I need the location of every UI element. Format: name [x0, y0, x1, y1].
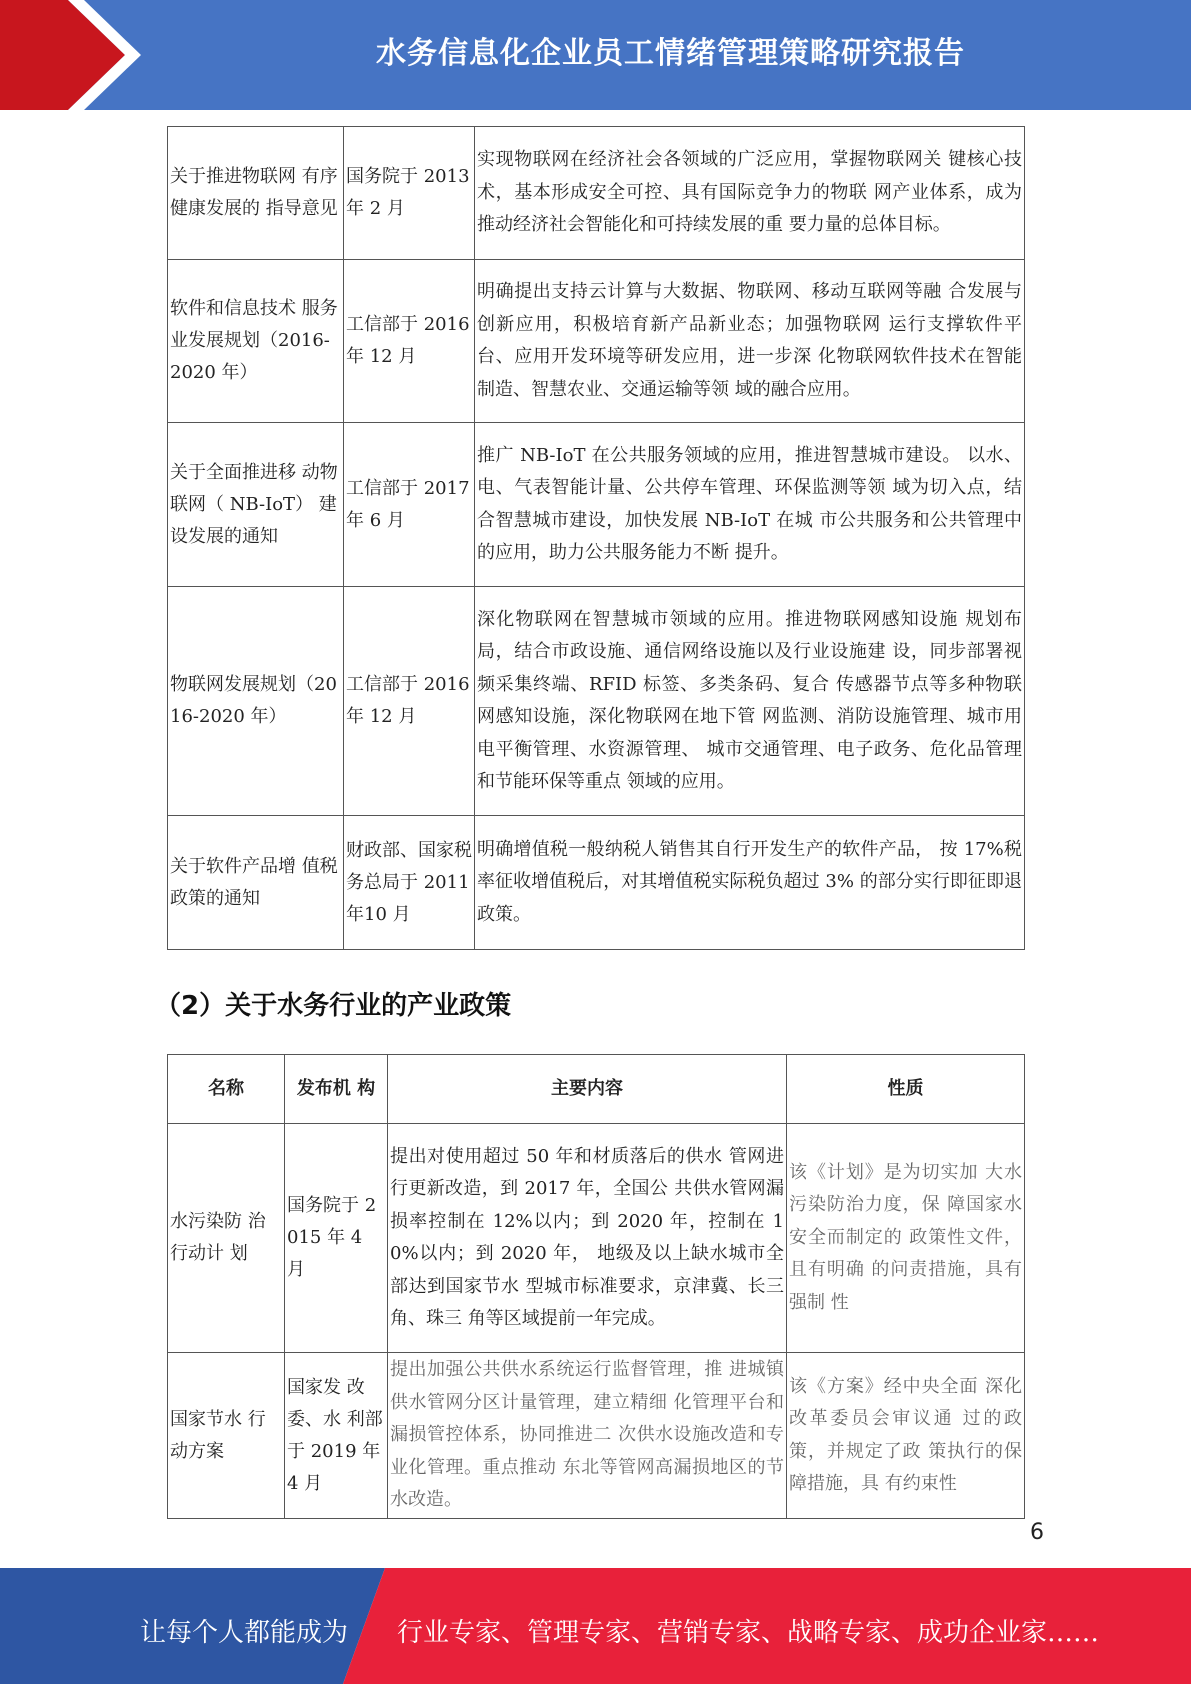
- policy-nature-cell: 该《计划》是为切实加 大水污染防治力度，保 障国家水安全而制定的 政策性文件，且有明确 的问责措施，具有强制 性: [787, 1124, 1025, 1353]
- policy-content-cell: 明确增值税一般纳税人销售其自行开发生产的软件产品， 按 17%税率征收增值税后，对其增值税实际税负超过 3% 的部分实行即征即退政策。: [475, 816, 1025, 950]
- footer-slogan-left: 让每个人都能成为: [140, 1618, 349, 1648]
- column-header-name: 名称: [168, 1055, 285, 1124]
- policy-issuer-cell: 财政部、国家税务总局于 2011 年10 月: [344, 816, 475, 950]
- policy-name-cell: 关于软件产品增 值税政策的通知: [168, 816, 344, 950]
- table-row: [168, 1124, 1025, 1353]
- policy-name-cell: 关于全面推进移 动物联网（ NB-IoT） 建 设发展的通知: [168, 423, 344, 587]
- table-header-row: [168, 1055, 1025, 1124]
- policy-issuer-cell: 工信部于 2016 年 12 月: [344, 260, 475, 423]
- table-row: [168, 127, 1025, 260]
- policy-issuer-cell: 工信部于 2017 年 6 月: [344, 423, 475, 587]
- column-header-nature: 性质: [787, 1055, 1025, 1124]
- policy-table-iot: [167, 126, 1025, 950]
- policy-content-cell: 明确提出支持云计算与大数据、物联网、移动互联网等融 合发展与创新应用，积极培育新产品新业态；加强物联网 运行支撑软件平台、应用开发环境等研发应用，进一步深 化物联网软件技术在智能制造、智慧农业、交通运输等领 域的融合应用。: [475, 260, 1025, 423]
- policy-content-cell: 深化物联网在智慧城市领域的应用。推进物联网感知设施 规划布局，结合市政设施、通信网络设施以及行业设施建 设，同步部署视频采集终端、RFID 标签、多类条码、复合 传感器节点等多种物联网感知设施，深化物联网在地下管 网监测、消防设施管理、城市用电平衡管理、水资源管理、 城市交通管理、电子政务、危化品管理和节能环保等重点 领域的应用。: [475, 587, 1025, 816]
- policy-issuer-cell: 国务院于 2013 年 2 月: [344, 127, 475, 260]
- policy-name-cell: 软件和信息技术 服务业发展规划（2016-2020 年）: [168, 260, 344, 423]
- policy-content-cell: 实现物联网在经济社会各领域的广泛应用，掌握物联网关 键核心技术，基本形成安全可控、具有国际竞争力的物联 网产业体系，成为推动经济社会智能化和可持续发展的重 要力量的总体目标。: [475, 127, 1025, 260]
- table-row: [168, 816, 1025, 950]
- policy-name-cell: 国家节水 行动方案: [168, 1353, 285, 1519]
- table-row: [168, 1353, 1025, 1519]
- policy-issuer-cell: 国家发 改委、水 利部于 2019 年 4 月: [285, 1353, 388, 1519]
- policy-name-cell: 物联网发展规划（2016-2020 年）: [168, 587, 344, 816]
- policy-name-cell: 关于推进物联网 有序健康发展的 指导意见: [168, 127, 344, 260]
- footer-slogan-right: 行业专家、管理专家、营销专家、战略专家、成功企业家……: [397, 1618, 1100, 1648]
- header-arrow-decoration: [0, 0, 150, 110]
- table-row: [168, 423, 1025, 587]
- policy-content-cell: 推广 NB-IoT 在公共服务领域的应用，推进智慧城市建设。 以水、电、气表智能计量、公共停车管理、环保监测等领 域为切入点，结合智慧城市建设，加快发展 NB-IoT 在城 市公共服务和公共管理中的应用，助力公共服务能力不断 提升。: [475, 423, 1025, 587]
- table-row: [168, 587, 1025, 816]
- section-heading: （2）关于水务行业的产业政策: [155, 991, 512, 1021]
- policy-name-cell: 水污染防 治行动计 划: [168, 1124, 285, 1353]
- column-header-issuer: 发布机 构: [285, 1055, 388, 1124]
- policy-table-water: [167, 1054, 1025, 1519]
- policy-nature-cell: 该《方案》经中央全面 深化改革委员会审议通 过的政策，并规定了政 策执行的保障措施，具 有约束性: [787, 1353, 1025, 1519]
- policy-issuer-cell: 国务院于 2015 年 4 月: [285, 1124, 388, 1353]
- table-row: [168, 260, 1025, 423]
- document-title: 水务信息化企业员工情绪管理策略研究报告: [376, 36, 965, 71]
- page-header: [0, 0, 1191, 110]
- policy-content-cell: 提出加强公共供水系统运行监督管理，推 进城镇供水管网分区计量管理，建立精细 化管理平台和漏损管控体系，协同推进二 次供水设施改造和专业化管理。重点推动 东北等管网高漏损地区的节水改造。: [388, 1353, 787, 1519]
- policy-content-cell: 提出对使用超过 50 年和材质落后的供水 管网进行更新改造，到 2017 年，全国公 共供水管网漏损率控制在 12%以内；到 2020 年，控制在 10%以内；到 2020 年， 地级及以上缺水城市全部达到国家节水 型城市标准要求，京津冀、长三角、珠三 角等区域提前一年完成。: [388, 1124, 787, 1353]
- page-number: 6: [1030, 1520, 1044, 1545]
- policy-issuer-cell: 工信部于 2016 年 12 月: [344, 587, 475, 816]
- column-header-content: 主要内容: [388, 1055, 787, 1124]
